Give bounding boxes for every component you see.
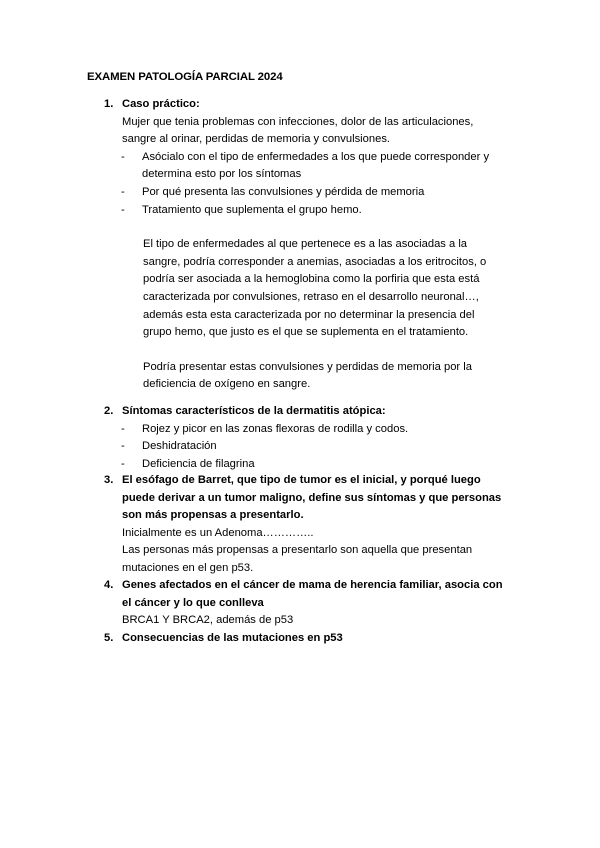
answer-text: Inicialmente es un Adenoma…………..: [122, 526, 314, 539]
question-heading: puede derivar a un tumor maligno, define sus síntomas y que personas: [122, 491, 502, 504]
question-number: 4.: [104, 579, 114, 591]
question-4: [104, 577, 524, 630]
list-item: - Asócialo con el tipo de enfermedades a los que puede corresponder y determina esto por los síntomas: [121, 149, 524, 184]
symptom-list: [122, 421, 524, 474]
answer-text: BRCA1 Y BRCA2, además de p53: [122, 614, 294, 627]
question-heading: Caso práctico:: [122, 98, 200, 110]
answer-paragraph: Podría presentar estas convulsiones y perdidas de memoria por la deficiencia de oxígeno en sangre.: [143, 360, 472, 391]
answer-text: mutaciones en el gen p53.: [122, 561, 254, 574]
question-heading: el cáncer y lo que conlleva: [122, 596, 264, 609]
question-number: 2.: [104, 405, 114, 417]
exam-title: EXAMEN PATOLOGÍA PARCIAL 2024: [87, 71, 283, 83]
question-heading: Consecuencias de las mutaciones en p53: [122, 632, 343, 644]
list-item: - Deshidratación: [121, 438, 524, 456]
question-number: 1.: [104, 98, 114, 110]
answer-paragraph: El tipo de enfermedades al que pertenece es a las asociadas a la sangre, podría corresponder a anemias, asociadas a los eritrocitos, o podría ser asociada a la hemoglobina como la porfiria que esta está caracterizada por convulsiones, retraso en el desarrollo neuronal…, además esta esta caracterizada por no determinar la presencia del grupo hemo, que justo es el que se suplementa en el tratamiento.: [143, 238, 487, 339]
question-number: 5.: [104, 632, 114, 644]
case-text: Mujer que tenia problemas con infecciones, dolor de las articulaciones,: [122, 115, 474, 128]
question-heading: Síntomas característicos de la dermatitis atópica:: [122, 405, 386, 417]
answer-text: Las personas más propensas a presentarlo son aquella que presentan: [122, 544, 473, 557]
question-5: [104, 630, 524, 648]
question-2: [104, 403, 524, 473]
list-item: - Por qué presenta las convulsiones y pérdida de memoria: [121, 184, 524, 202]
case-text: sangre al orinar, perdidas de memoria y convulsiones.: [122, 133, 391, 146]
list-item: - Deficiencia de filagrina: [121, 456, 524, 474]
question-heading: El esófago de Barret, que tipo de tumor es el inicial, y porqué luego: [122, 474, 481, 486]
list-item: - Tratamiento que suplementa el grupo hemo.: [121, 202, 524, 220]
task-list: [122, 149, 524, 219]
question-1: [104, 96, 524, 394]
question-3: [104, 472, 524, 578]
list-item: - Rojez y picor en las zonas flexoras de rodilla y codos.: [121, 421, 524, 439]
question-heading: son más propensas a presentarlo.: [122, 509, 304, 522]
question-number: 3.: [104, 474, 114, 486]
question-heading: Genes afectados en el cáncer de mama de herencia familiar, asocia con: [122, 579, 503, 591]
